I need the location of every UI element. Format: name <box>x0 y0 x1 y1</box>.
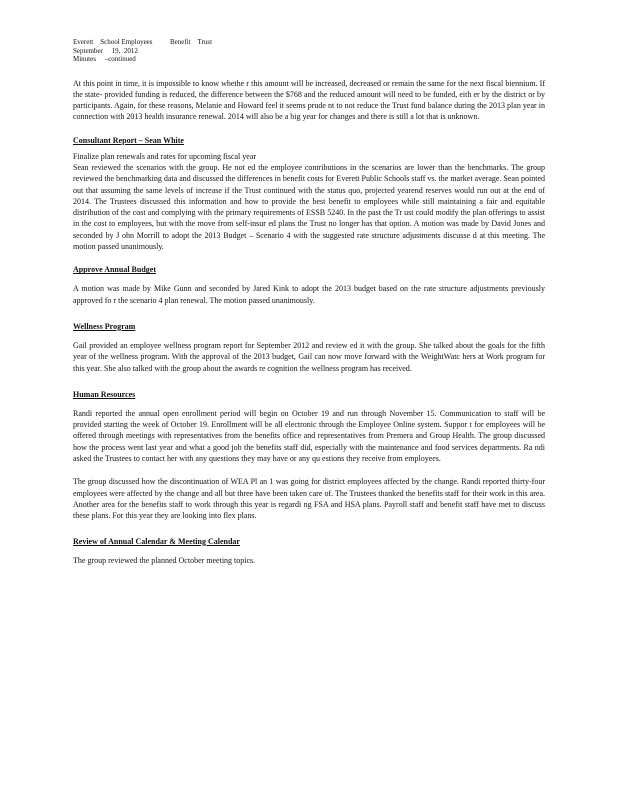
wellness-heading: Wellness Program <box>73 321 136 331</box>
consultant-report-heading: Consultant Report – Sean White <box>73 135 184 145</box>
header-title-line: Everett School Employees Benefit Trust <box>73 38 213 46</box>
hr-wea-paragraph: The group discussed how the discontinuation of WEA Pl an 1 was going for district employees affected by the change. Randi reported thirty-four employees were affected by the change and all but three have been taken care of. The Trustees thanked the benefits staff for their work in this area. Another area for the benefits staff to work through this year is regardi ng FSA and HSA plans. Payroll staff and benefit staff have met to discuss these plans. For this year they are looking into flex plans. <box>73 477 545 521</box>
hr-enrollment-paragraph: Randi reported the annual open enrollment period will begin on October 19 and run through November 15. Communication to staff will be provided starting the week of October 19. Enrollment will be all electronic through the Employee Online system. Suppor t for employees will be offered through meetings with representatives from the benefits office and representatives from Premera and Group Health. The group discussed how the process went last year and what a good job the benefits staff did, especially with the maintenance and food services departments. Ra ndi asked the Trustees to contact her with any questions they may have or any qu estions they receive from employees. <box>73 408 545 464</box>
header-minutes-line: Minutes –continued <box>73 55 136 63</box>
intro-paragraph: At this point in time, it is impossible to know whethe r this amount will be increased, decreased or remain the same for the next fiscal biennium. If the state- provided funding is reduced, the difference between the $768 and the reduced amount will need to be funded, eith er by the district or by participants. Again, for these reasons, Melanie and Howard feel it seems prude nt to not reduce the Trust fund balance during the 2013 plan year in connection with 2013 health insurance renewal. 2014 will also be a big year for changes and there is still a lot that is unknown. <box>73 78 545 122</box>
calendar-review-heading: Review of Annual Calendar & Meeting Calendar <box>73 536 240 546</box>
document-page <box>73 38 545 566</box>
budget-heading: Approve Annual Budget <box>73 265 156 275</box>
consultant-subtitle: Finalize plan renewals and rates for upcoming fiscal year <box>73 151 257 161</box>
document-header <box>73 38 545 64</box>
human-resources-heading: Human Resources <box>73 389 136 399</box>
consultant-paragraph: Sean reviewed the scenarios with the group. He not ed the employee contributions in the scenarios are lower than the benchmarks. The group reviewed the benchmarking data and discussed the differences in benefit costs for Everett Public Schools staff vs. the market average. Sean pointed out that assuming the same levels of increase if the Trust continued with the status quo, projected yearend reserves would run out at the end of 2014. The Trustees discussed this information and how to provide the best benefit to employees while still maintaining a fair and equitable distribution of the cost and complying with the primary requirements of ESSB 5240. In the past the Tr ust could modify the plan offerings to assist in the cost to employees, but with the move from self-insur ed plans the Trust no longer has that option. A motion was made by David Jones and seconded by J ohn Morrill to adopt the 2013 Budget – Scenario 4 with the suggested rate structure adjustments discusse d at this meeting. The motion passed unanimously. <box>73 162 545 252</box>
wellness-paragraph: Gail provided an employee wellness program report for September 2012 and review ed it with the group. She talked about the goals for the fifth year of the wellness program. With the approval of the 2013 budget, Gail can now move forward with the WeightWatc hers at Work program for this year. She also talked with the group about the awards re cognition the wellness program has received. <box>73 340 545 373</box>
budget-paragraph: A motion was made by Mike Gunn and seconded by Jared Kink to adopt the 2013 budget based on the rate structure adjustments previously approved fo r the scenario 4 plan renewal. The motion passed unanimously. <box>73 284 545 305</box>
header-date-line: September 19, 2012 <box>73 46 138 55</box>
calendar-paragraph: The group reviewed the planned October meeting topics. <box>73 555 256 565</box>
